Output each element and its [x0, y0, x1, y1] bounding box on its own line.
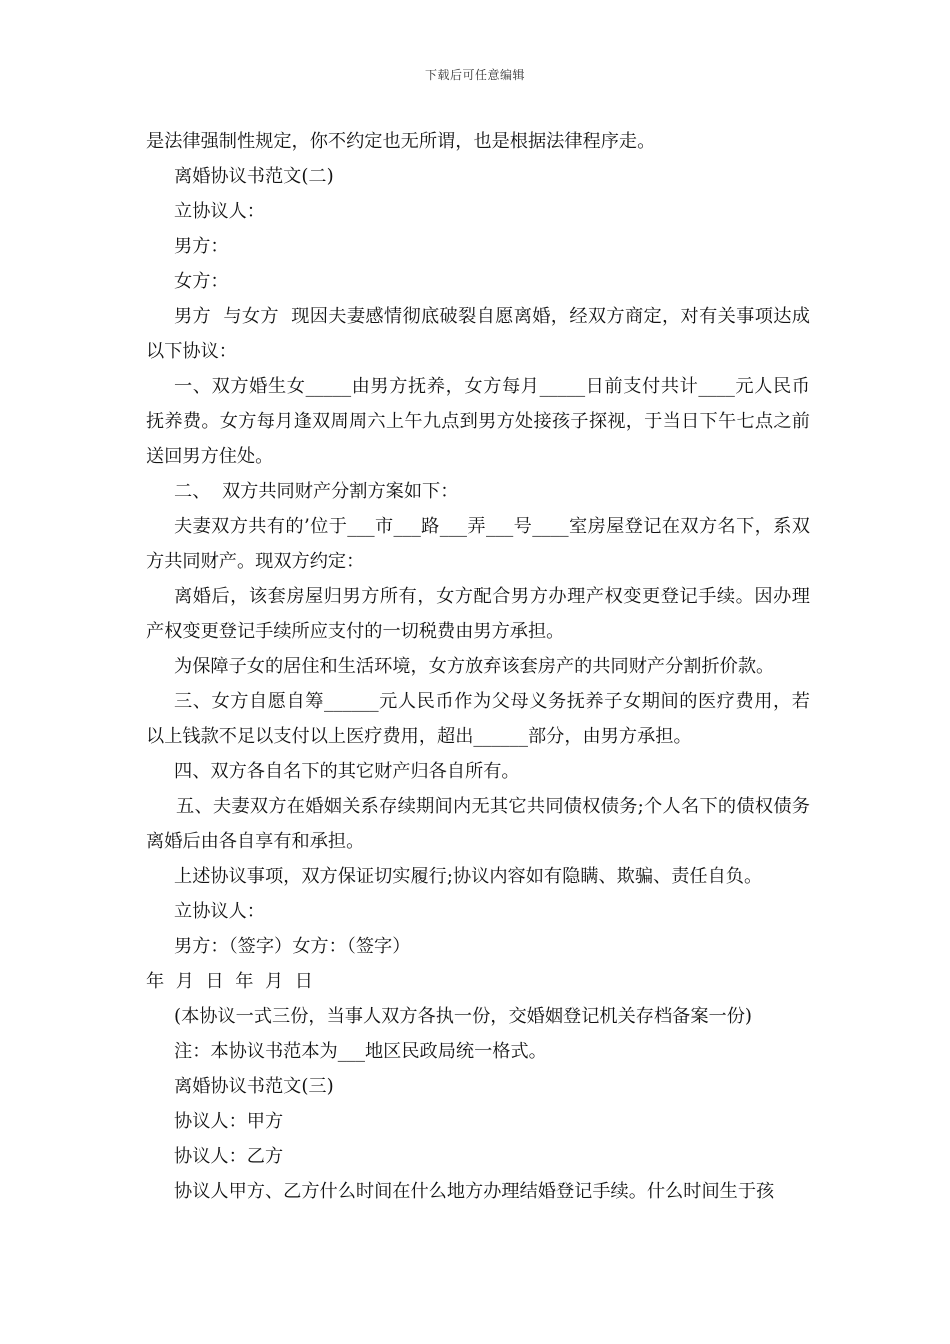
paragraph: 男方： — [174, 236, 229, 257]
paragraph: 五、夫妻双方在婚姻关系存续期间内无其它共同债权债务;个人名下的债权债务离婚后由各自享有和承担。 — [146, 796, 810, 852]
date-line: 年 月 日 年 月 日 — [146, 971, 313, 992]
paragraph: 四、双方各自名下的其它财产归各自所有。 — [174, 761, 520, 782]
paragraph: 三、女方自愿自筹______元人民币作为父母义务抚养子女期间的医疗费用，若以上钱款不足以支付以上医疗费用，超出______部分，由男方承担。 — [146, 691, 810, 747]
document-body — [146, 124, 810, 1209]
paragraph: 立协议人： — [174, 901, 265, 922]
paragraph: 上述协议事项，双方保证切实履行;协议内容如有隐瞒、欺骗、责任自负。 — [174, 866, 763, 887]
paragraph: 为保障子女的居住和生活环境，女方放弃该套房产的共同财产分割折价款。 — [174, 656, 775, 677]
paragraph: 二、 双方共同财产分割方案如下： — [174, 481, 459, 502]
paragraph: 夫妻双方共有的’位于___市___路___弄___号____室房屋登记在双方名下，系双方共同财产。现双方约定： — [146, 516, 810, 572]
paragraph: 协议人甲方、乙方什么时间在什么地方办理结婚登记手续。什么时间生于孩 — [174, 1181, 775, 1202]
section-title: 离婚协议书范文(三) — [174, 1076, 334, 1097]
paragraph: 男方 与女方 现因夫妻感情彻底破裂自愿离婚，经双方商定，对有关事项达成以下协议： — [146, 306, 810, 362]
page-header: 下载后可任意编辑 — [424, 68, 525, 82]
paragraph: 协议人：乙方 — [174, 1146, 284, 1167]
paragraph: 离婚后，该套房屋归男方所有，女方配合男方办理产权变更登记手续。因办理产权变更登记手续所应支付的一切税费由男方承担。 — [146, 586, 810, 642]
paragraph: (本协议一式三份，当事人双方各执一份，交婚姻登记机关存档备案一份) — [174, 1006, 753, 1027]
paragraph: 注：本协议书范本为___地区民政局统一格式。 — [174, 1041, 547, 1062]
paragraph: 协议人：甲方 — [174, 1111, 284, 1132]
paragraph: 女方： — [174, 271, 229, 292]
paragraph: 立协议人： — [174, 201, 265, 222]
paragraph: 是法律强制性规定，你不约定也无所谓，也是根据法律程序走。 — [146, 131, 656, 152]
paragraph: 一、双方婚生女_____由男方抚养，女方每月_____日前支付共计____元人民币抚养费。女方每月逢双周周六上午九点到男方处接孩子探视，于当日下午七点之前送回男方住处。 — [146, 376, 810, 467]
section-title: 离婚协议书范文(二) — [174, 166, 334, 187]
signature-line: 男方：（签字）女方：（签字） — [174, 936, 411, 957]
